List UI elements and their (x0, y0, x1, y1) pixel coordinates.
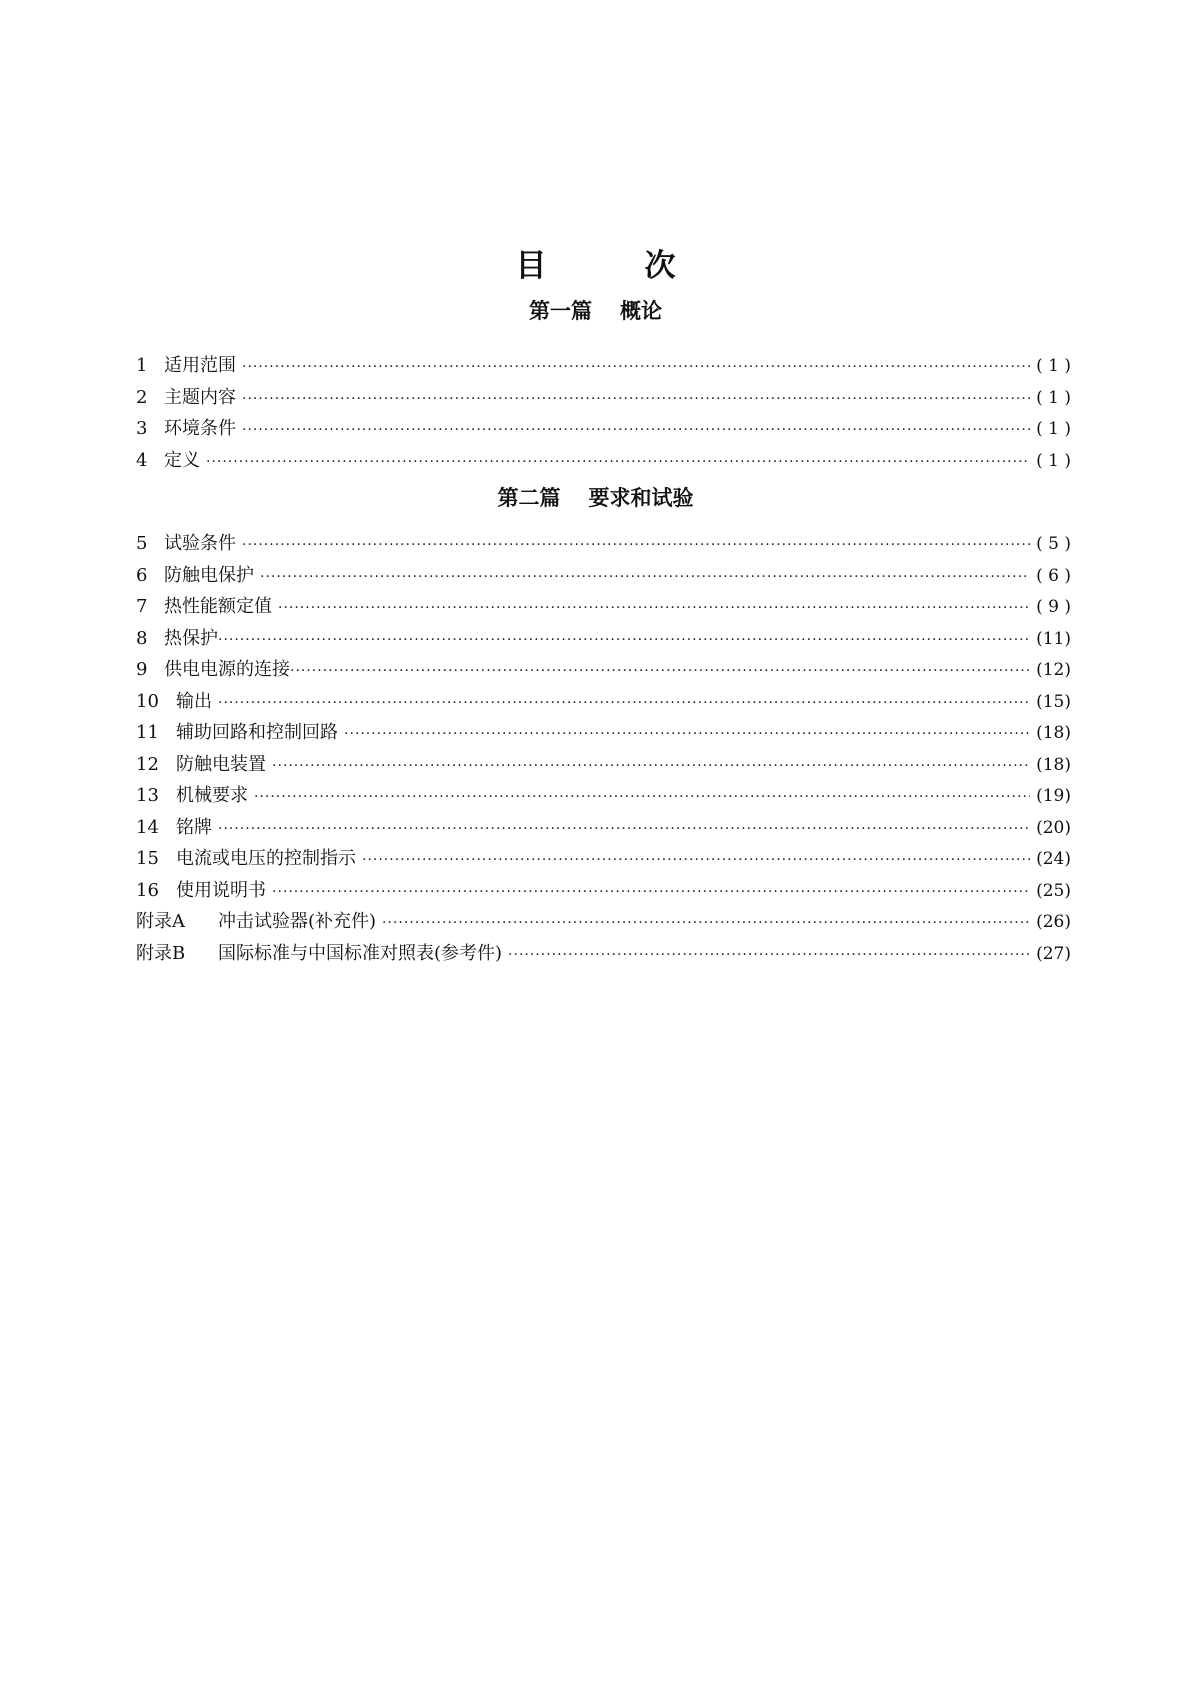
toc-entry-title: 定义 (164, 449, 200, 471)
toc-entry-number: 7 (136, 596, 148, 617)
toc-entry-title: 适用范围 (164, 355, 236, 376)
toc-entry-page: ( 1 ) (1036, 450, 1071, 471)
toc-entry[interactable] (136, 686, 1071, 718)
part-number: 第一篇 (529, 299, 592, 323)
toc-entry[interactable] (136, 906, 1071, 938)
toc-entry[interactable] (136, 749, 1071, 781)
toc-entry-number: 附录B (136, 942, 186, 964)
page-title (0, 246, 1191, 286)
toc-entry[interactable] (136, 445, 1071, 477)
toc-entry-number: 10 (136, 690, 159, 712)
toc-entry-number: 15 (136, 848, 159, 869)
toc-entry-title: 辅助回路和控制回路 (176, 722, 338, 743)
toc-entry-number: 3 (136, 418, 148, 439)
toc-entry-number: 14 (136, 816, 159, 838)
dot-leader (218, 625, 1030, 657)
dot-leader (242, 415, 1030, 447)
toc-entry-page: (18) (1036, 754, 1071, 775)
dot-leader (242, 530, 1030, 562)
dot-leader (362, 845, 1030, 877)
part-name: 要求和试验 (588, 486, 694, 510)
part-number: 第二篇 (497, 486, 561, 510)
toc-list-part-1 (136, 350, 1071, 476)
part-heading-2 (0, 484, 1191, 512)
toc-entry-title: 供电电源的连接 (164, 659, 290, 680)
toc-entry-title: 机械要求 (176, 785, 248, 806)
toc-entry-page: (11) (1036, 628, 1071, 649)
dot-leader (218, 814, 1030, 846)
toc-entry-number: 附录A (136, 911, 185, 932)
toc-entry-page: (26) (1036, 912, 1071, 932)
toc-entry[interactable] (136, 591, 1071, 623)
toc-entry-page: ( 1 ) (1036, 387, 1071, 408)
toc-entry-page: (20) (1036, 817, 1071, 838)
toc-entry[interactable] (136, 528, 1071, 560)
toc-entry[interactable] (136, 654, 1071, 686)
toc-entry[interactable] (136, 938, 1071, 970)
toc-entry-page: ( 5 ) (1036, 534, 1071, 554)
dot-leader (508, 940, 1030, 972)
toc-entry-number: 4 (136, 449, 148, 471)
toc-entry-page: ( 1 ) (1036, 356, 1071, 376)
toc-entry-number: 8 (136, 627, 148, 649)
toc-entry-title: 使用说明书 (176, 879, 266, 901)
toc-entry-number: 13 (136, 785, 159, 806)
toc-entry-number: 12 (136, 753, 159, 775)
toc-entry[interactable] (136, 560, 1071, 592)
dot-leader (272, 877, 1030, 909)
toc-entry-title: 防触电装置 (176, 753, 266, 775)
page-title-second-char: 次 (644, 248, 676, 284)
dot-leader (278, 593, 1030, 625)
toc-entry-number: 16 (136, 879, 159, 901)
toc-entry[interactable] (136, 875, 1071, 907)
toc-entry-page: (27) (1036, 943, 1071, 964)
toc-entry-title: 主题内容 (164, 386, 236, 408)
toc-entry-number: 1 (136, 355, 148, 376)
toc-entry-number: 9 (136, 659, 148, 680)
toc-entry-title: 热保护 (164, 627, 218, 649)
toc-entry[interactable] (136, 843, 1071, 875)
part-heading-1 (0, 297, 1191, 325)
toc-entry-number: 6 (136, 564, 148, 586)
toc-entry-page: (19) (1036, 786, 1071, 806)
dot-leader (218, 688, 1030, 720)
toc-entry-page: ( 9 ) (1036, 597, 1071, 617)
dot-leader (382, 908, 1030, 940)
toc-entry[interactable] (136, 717, 1071, 749)
toc-entry-page: (18) (1036, 723, 1071, 743)
toc-entry[interactable] (136, 350, 1071, 382)
toc-entry-title: 热性能额定值 (164, 596, 272, 617)
dot-leader (206, 447, 1030, 479)
toc-entry-page: (24) (1036, 849, 1071, 869)
part-name: 概论 (620, 299, 662, 323)
toc-entry-page: ( 1 ) (1036, 419, 1071, 439)
toc-entry-title: 环境条件 (164, 418, 236, 439)
toc-entry-page: (12) (1036, 660, 1071, 680)
toc-entry-number: 5 (136, 533, 148, 554)
dot-leader (344, 719, 1030, 751)
toc-entry-page: ( 6 ) (1036, 565, 1071, 586)
toc-entry-title: 冲击试验器(补充件) (218, 911, 377, 932)
toc-entry-number: 11 (136, 722, 159, 743)
dot-leader (242, 352, 1030, 384)
dot-leader (242, 384, 1030, 416)
toc-entry-title: 试验条件 (164, 533, 236, 554)
toc-entry-title: 铭牌 (176, 816, 212, 838)
dot-leader (254, 782, 1030, 814)
toc-entry-page: (15) (1036, 691, 1071, 712)
dot-leader (290, 656, 1030, 688)
dot-leader (260, 562, 1030, 594)
toc-entry-title: 国际标准与中国标准对照表(参考件) (218, 942, 503, 964)
toc-entry[interactable] (136, 413, 1071, 445)
toc-entry-page: (25) (1036, 880, 1071, 901)
toc-list-part-2 (136, 528, 1071, 969)
toc-entry-number: 2 (136, 386, 148, 408)
page-title-first-char: 目 (515, 248, 547, 284)
toc-entry-title: 防触电保护 (164, 564, 254, 586)
toc-entry[interactable] (136, 780, 1071, 812)
toc-entry-title: 电流或电压的控制指示 (176, 848, 356, 869)
dot-leader (272, 751, 1030, 783)
toc-entry[interactable] (136, 623, 1071, 655)
toc-entry-title: 输出 (176, 690, 212, 712)
toc-entry[interactable] (136, 382, 1071, 414)
toc-entry[interactable] (136, 812, 1071, 844)
